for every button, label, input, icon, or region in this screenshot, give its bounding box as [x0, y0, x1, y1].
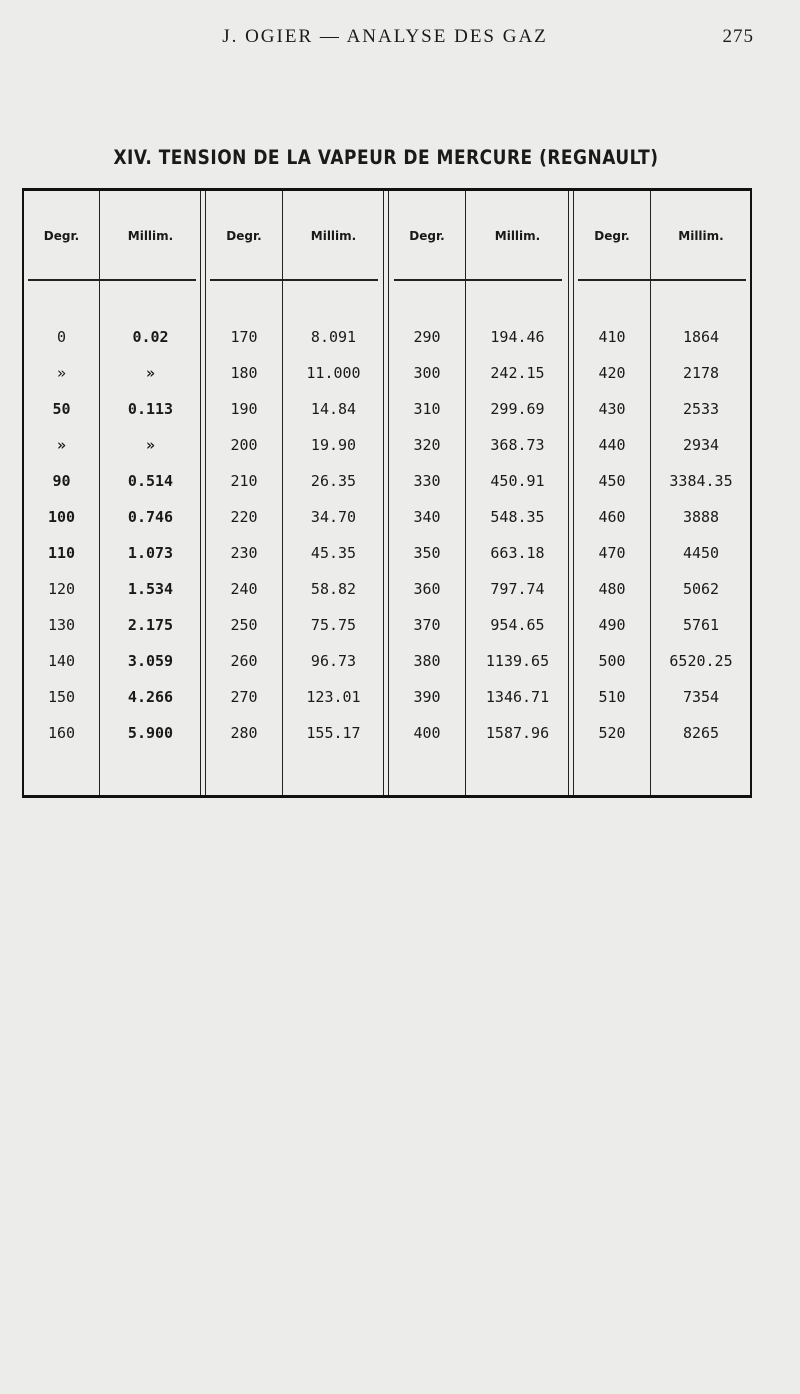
degrees-cell: 430 — [598, 400, 626, 418]
millimeters-cell: 58.82 — [310, 580, 357, 598]
degrees-cell: 140 — [47, 652, 76, 670]
degrees-cell: 300 — [413, 364, 441, 382]
degrees-cell: 210 — [230, 472, 258, 490]
millimeters-cell: » — [145, 436, 156, 454]
degrees-cell: 230 — [230, 544, 258, 562]
millimeters-cell: 1587.96 — [485, 724, 550, 742]
millimeters-cell: 1139.65 — [485, 652, 550, 670]
millimeters-cell: 4.266 — [127, 688, 174, 706]
column-header-degrees: Degr. — [43, 229, 80, 243]
millimeters-cell: 368.73 — [490, 436, 545, 454]
millimeters-cell: 1.534 — [127, 580, 174, 598]
millimeters-cell: 0.514 — [127, 472, 174, 490]
millimeters-cell: 0.746 — [127, 508, 174, 526]
degrees-cell: 50 — [52, 400, 71, 418]
degrees-cell: 330 — [413, 472, 441, 490]
millimeters-cell: 5.900 — [127, 724, 174, 742]
millimeters-cell: 450.91 — [490, 472, 545, 490]
running-head — [0, 26, 800, 56]
degrees-cell: 90 — [52, 472, 71, 490]
millimeters-cell: 7354 — [682, 688, 720, 706]
millimeters-cell: 3384.35 — [669, 472, 733, 490]
vapor-pressure-table — [22, 188, 752, 798]
millimeters-cell: 34.70 — [310, 508, 357, 526]
millimeters-cell: » — [145, 364, 156, 382]
degrees-cell: 370 — [413, 616, 441, 634]
header-rule — [578, 279, 746, 281]
millimeters-cell: 26.35 — [310, 472, 357, 490]
degrees-cell: 450 — [598, 472, 626, 490]
degrees-cell: 500 — [598, 652, 626, 670]
degrees-cell: 190 — [230, 400, 258, 418]
degrees-cell: 120 — [47, 580, 76, 598]
degrees-cell: 380 — [413, 652, 441, 670]
millimeters-cell: 954.65 — [490, 616, 545, 634]
degrees-cell: 360 — [413, 580, 441, 598]
column-divider — [282, 191, 283, 795]
degrees-cell: 510 — [598, 688, 626, 706]
millimeters-cell: 0.113 — [127, 400, 174, 418]
degrees-cell: 250 — [230, 616, 258, 634]
degrees-cell: 130 — [47, 616, 76, 634]
millimeters-cell: 45.35 — [310, 544, 357, 562]
degrees-cell: 460 — [598, 508, 626, 526]
millimeters-cell: 194.46 — [490, 328, 545, 346]
degrees-cell: 470 — [598, 544, 626, 562]
millimeters-cell: 155.17 — [306, 724, 361, 742]
degrees-cell: 110 — [47, 544, 76, 562]
degrees-cell: » — [56, 364, 67, 382]
millimeters-cell: 6520.25 — [669, 652, 733, 670]
degrees-cell: 100 — [47, 508, 76, 526]
column-header-millimeters: Millim. — [678, 229, 724, 243]
column-header-millimeters: Millim. — [494, 229, 541, 243]
degrees-cell: 480 — [598, 580, 626, 598]
degrees-cell: 170 — [230, 328, 258, 346]
millimeters-cell: 2.175 — [127, 616, 174, 634]
millimeters-cell: 3888 — [682, 508, 720, 526]
degrees-cell: 320 — [413, 436, 441, 454]
column-header-degrees: Degr. — [226, 229, 262, 243]
header-rule — [210, 279, 378, 281]
degrees-cell: 340 — [413, 508, 441, 526]
degrees-cell: 290 — [413, 328, 441, 346]
millimeters-cell: 663.18 — [490, 544, 545, 562]
degrees-cell: 220 — [230, 508, 258, 526]
millimeters-cell: 75.75 — [310, 616, 357, 634]
header-rule — [394, 279, 562, 281]
degrees-cell: 400 — [413, 724, 441, 742]
degrees-cell: 280 — [230, 724, 258, 742]
degrees-cell: 440 — [598, 436, 626, 454]
millimeters-cell: 96.73 — [310, 652, 357, 670]
degrees-cell: » — [56, 436, 67, 454]
degrees-cell: 520 — [598, 724, 626, 742]
millimeters-cell: 14.84 — [310, 400, 357, 418]
table-title: XIV. TENSION DE LA VAPEUR DE MERCURE (REGNAULT) — [113, 146, 659, 170]
degrees-cell: 240 — [230, 580, 258, 598]
column-header-millimeters: Millim. — [310, 229, 357, 243]
column-header-millimeters: Millim. — [127, 229, 174, 243]
degrees-cell: 390 — [413, 688, 441, 706]
degrees-cell: 350 — [413, 544, 441, 562]
millimeters-cell: 2533 — [682, 400, 720, 418]
millimeters-cell: 8265 — [682, 724, 720, 742]
degrees-cell: 310 — [413, 400, 441, 418]
degrees-cell: 180 — [230, 364, 258, 382]
millimeters-cell: 3.059 — [127, 652, 174, 670]
page-number: 275 — [722, 26, 754, 47]
millimeters-cell: 1346.71 — [485, 688, 550, 706]
millimeters-cell: 797.74 — [490, 580, 545, 598]
degrees-cell: 150 — [47, 688, 76, 706]
column-header-degrees: Degr. — [594, 229, 630, 243]
millimeters-cell: 2178 — [682, 364, 720, 382]
degrees-cell: 200 — [230, 436, 258, 454]
millimeters-cell: 8.091 — [310, 328, 357, 346]
millimeters-cell: 2934 — [682, 436, 720, 454]
millimeters-cell: 242.15 — [490, 364, 545, 382]
column-header-degrees: Degr. — [409, 229, 445, 243]
degrees-cell: 270 — [230, 688, 258, 706]
millimeters-cell: 19.90 — [310, 436, 357, 454]
millimeters-cell: 123.01 — [306, 688, 361, 706]
millimeters-cell: 1864 — [682, 328, 720, 346]
degrees-cell: 0 — [56, 328, 67, 346]
millimeters-cell: 1.073 — [127, 544, 174, 562]
header-rule — [28, 279, 196, 281]
column-divider — [465, 191, 466, 795]
millimeters-cell: 4450 — [682, 544, 720, 562]
degrees-cell: 410 — [598, 328, 626, 346]
millimeters-cell: 0.02 — [132, 328, 169, 346]
millimeters-cell: 11.000 — [306, 364, 361, 382]
degrees-cell: 490 — [598, 616, 626, 634]
degrees-cell: 260 — [230, 652, 258, 670]
degrees-cell: 160 — [47, 724, 76, 742]
millimeters-cell: 548.35 — [490, 508, 545, 526]
millimeters-cell: 299.69 — [490, 400, 545, 418]
column-divider — [99, 191, 100, 795]
degrees-cell: 420 — [598, 364, 626, 382]
column-divider — [650, 191, 651, 795]
millimeters-cell: 5062 — [682, 580, 720, 598]
running-title: J. OGIER — ANALYSE DES GAZ — [222, 26, 548, 47]
millimeters-cell: 5761 — [682, 616, 720, 634]
